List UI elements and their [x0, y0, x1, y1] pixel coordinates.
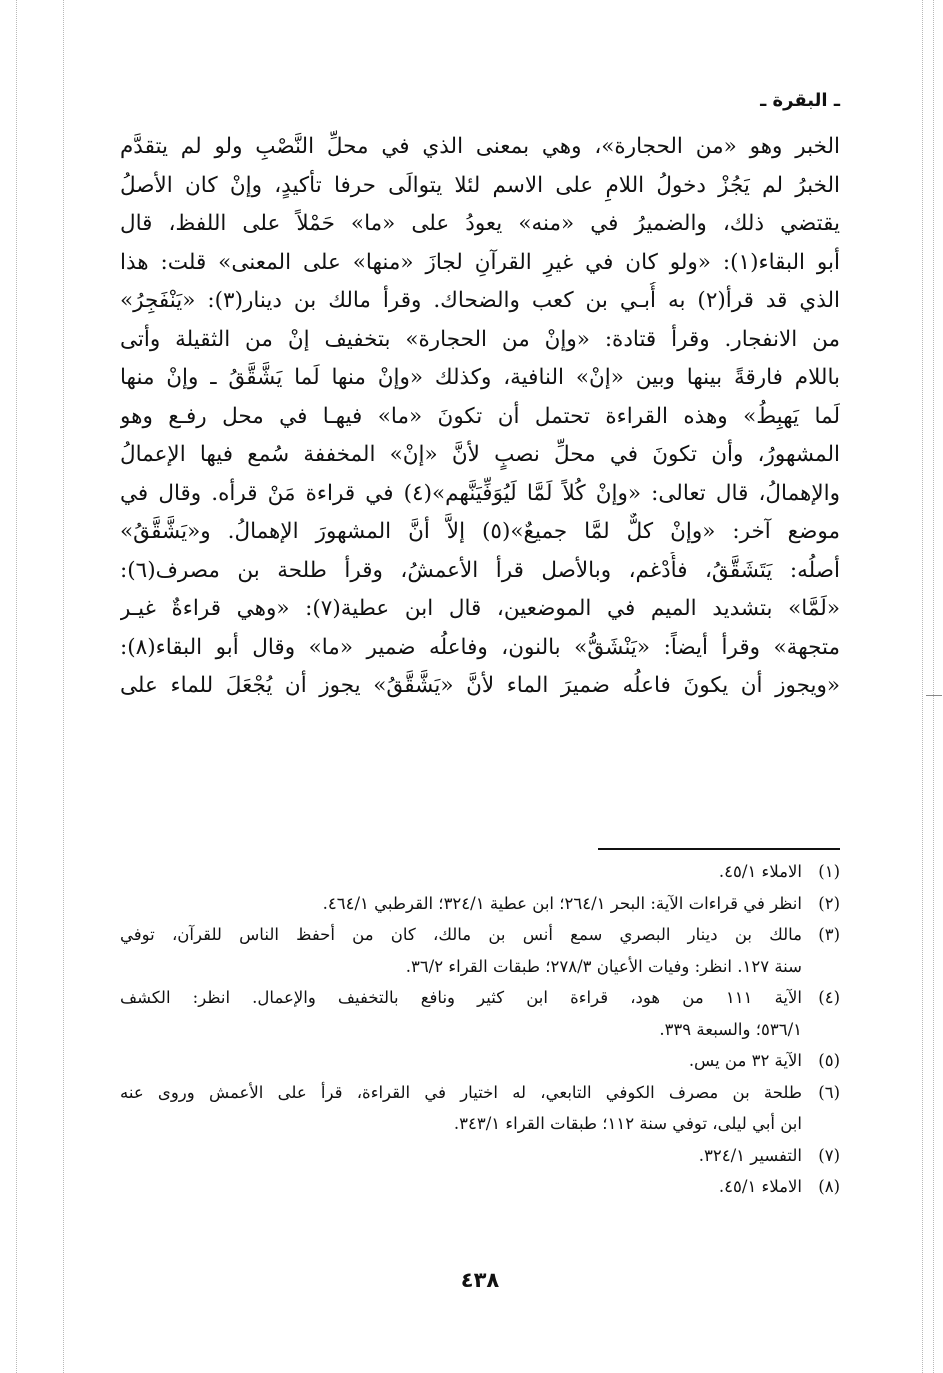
footnote-number: (٥) — [818, 1051, 840, 1070]
footnote-number: (٢) — [818, 893, 840, 913]
footnotes — [120, 856, 840, 1203]
text-line: من الانفجار. وقرأ قتادة: «وإنْ من الحجارة» بتخفيف إنْ من الثقيلة وأتى — [120, 326, 840, 352]
scan-edge-line — [16, 0, 17, 1373]
text-line: «ويجوز أن يكونَ فاعلُه ضميرَ الماء لأنَّ «يَشَّقَّقُ» يجوز أن يُجْعَلَ للماء على — [120, 673, 840, 698]
text-line: موضع آخر: «وإنْ كلٌّ لمَّا جميعٌ»(٥) إلاَّ أنَّ المشهورَ الإهمالُ. و«يَشَّقَّقُ» — [120, 519, 840, 544]
footnote-separator — [598, 848, 840, 850]
footnote-text: ابن أبي ليلى، توفي سنة ١١٢؛ طبقات القراء ٣٤٣/١. — [453, 1114, 802, 1133]
text-line: الذي قد قرأ(٢) به أُبـي بن كعب والضحاك. وقرأ مالك بن دينار(٣): «يَنْفَجِرُ» — [120, 288, 840, 313]
footnote — [120, 1171, 840, 1203]
scan-edge-mark — [926, 695, 942, 696]
footnote — [120, 1077, 840, 1140]
footnote-text: الاملاء ٤٥/١. — [718, 1177, 802, 1196]
footnote — [120, 982, 840, 1045]
footnote — [120, 1045, 840, 1077]
text-line: المشهورُ، وأن تكونَ في محلِّ نصبٍ لأنَّ «إنْ» المخففة سُمع فيها الإعمالُ — [120, 442, 840, 467]
text-line: الخبر وهو «من الحجارة»، وهي بمعنى الذي في محلِّ النَّصْبِ ولو لم يتقدَّم — [120, 134, 840, 159]
scan-edge-line — [933, 0, 934, 1373]
footnote-text: الآية ١١١ من هود، قراءة ابن كثير ونافع بالتخفيف والإعمال. انظر: الكشف — [120, 988, 802, 1007]
text-line: «لَمَّا» بتشديد الميم في الموضعين، قال ابن عطية(٧): «وهي قراءةٌ غيـر — [120, 596, 840, 621]
main-text — [120, 128, 840, 706]
page-number: ٤٣٨ — [460, 1268, 500, 1292]
footnote-text: سنة ١٢٧. انظر: وفيات الأعيان ٢٧٨/٣؛ طبقات القراء ٣٦/٢. — [405, 956, 802, 976]
footnote-text: طلحة بن مصرف الكوفي التابعي، له اختيار في القراءة، قرأ على الأعمش وروى عنه — [120, 1082, 802, 1102]
scan-edge-line — [922, 0, 923, 1373]
footnote — [120, 856, 840, 888]
footnote-number: (٤) — [818, 988, 840, 1007]
footnote-number: (٣) — [818, 925, 840, 944]
footnote-number: (٦) — [818, 1082, 840, 1102]
footnote — [120, 919, 840, 982]
footnote-text: الاملاء ٤٥/١. — [718, 862, 802, 881]
footnote-text: انظر في قراءات الآية: البحر ٢٦٤/١؛ ابن عطية ٣٢٤/١؛ القرطبي ٤٦٤/١. — [322, 893, 802, 913]
text-line: الخبرُ لم يَجُزْ دخولُ اللامِ على الاسم لئلا يتوالَى حرفا تأكيدٍ، وإنْ كان الأصلُ — [120, 172, 840, 198]
footnote-number: (٨) — [818, 1177, 840, 1196]
text-line: يقتضي ذلك، والضميرُ في «منه» يعودُ على «ما» حَمْلاً على اللفظ، قال — [120, 211, 840, 236]
footnote-text: مالك بن دينار البصري سمع أنس بن مالك، كان من أحفظ الناس للقرآن، توفي — [120, 925, 802, 944]
running-head: ـ البقرة ـ — [760, 90, 840, 111]
text-line: متجهة» وقرأ أيضاً: «يَنْشَقُّ» بالنون، وفاعلُه ضمير «ما» وقال أبو البقاء(٨): — [120, 634, 840, 660]
footnote — [120, 1140, 840, 1172]
text-line: والإهمالُ، قال تعالى: «وإنْ كُلاً لَمَّا لَيُوَفِّيَنَّهم»(٤) في قراءة مَنْ قرأه. وقال في — [120, 480, 840, 506]
footnote — [120, 888, 840, 920]
footnote-text: التفسير ٣٢٤/١. — [698, 1145, 802, 1165]
text-line: أصلُه: يَتَشَقَّقُ، فأُدْغم، وبالأصل قرأ الأعمشُ، وقرأ طلحة بن مصرف(٦): — [120, 557, 840, 583]
text-line: باللام فارقةً بينها وبين «إنْ» النافية، وكذلك «وإنْ منها لَما يَشَّقَّقُ ـ وإنْ منها — [120, 365, 840, 390]
footnote-text: الآية ٣٢ من يس. — [688, 1051, 802, 1070]
scan-edge-line — [63, 0, 64, 1373]
text-line: لَما يَهبِطُ» وهذه القراءة تحتمل أن تكونَ «ما» فيهـا في محل رفـع وهو — [120, 403, 840, 429]
footnote-number: (٧) — [818, 1145, 840, 1165]
footnote-text: ٥٣٦/١؛ والسبعة ٣٣٩. — [659, 1019, 802, 1039]
text-line: أبو البقاء(١): «ولو كان في غيرِ القرآنِ لجازَ «منها» على المعنى» قلت: هذا — [120, 249, 840, 275]
book-page — [120, 80, 840, 1320]
footnote-number: (١) — [818, 862, 840, 881]
